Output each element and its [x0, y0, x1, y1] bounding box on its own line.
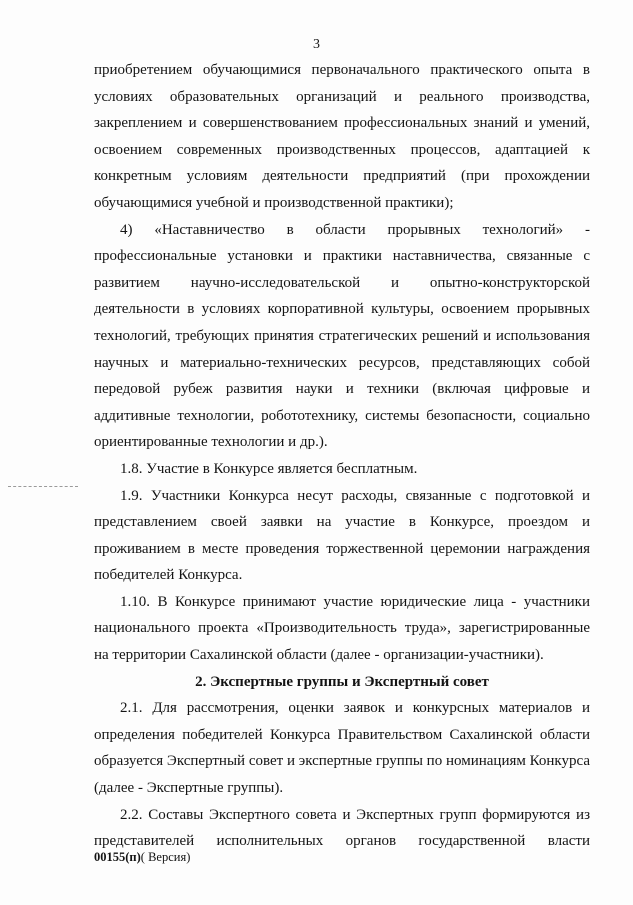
paragraph-1-9: 1.9. Участники Конкурса несут расходы, связанные с подготовкой и представлением своей заявки на участие в Конкурсе, проездом и проживанием в месте проведения торжественной церемонии награждения победителей Конкурса.: [94, 487, 590, 584]
page-number: 3: [313, 37, 320, 52]
document-version: ( Версия): [140, 850, 191, 864]
paragraph-1-8: 1.8. Участие в Конкурсе является бесплатным.: [120, 460, 418, 477]
paragraph-2-1: 2.1. Для рассмотрения, оценки заявок и конкурсных материалов и определения победителей Конкурса Правительством Сахалинской области образуется Экспертный совет и экспертные группы по номинациям Конкурса (далее - Экспертные группы).: [94, 700, 590, 797]
paragraph-continuation: приобретением обучающимися первоначального практического опыта в условиях образовательных организаций и реального производства, закреплением и совершенствованием профессиональных знаний и умений, освоением современных производственных процессов, адаптацией к конкретным условиям деятельности предприятий (при прохождении обучающимися учебной и производственной практики);: [94, 62, 590, 211]
paragraph-item-4: 4) «Наставничество в области прорывных технологий» - профессиональные установки и практики наставничества, связанные с развитием научно-исследовательской и опытно-конструкторской деятельности в условиях корпоративной культуры, освоением прорывных технологий, требующих принятия стратегических решений и использования научных и материально-технических ресурсов, представляющих собой передовой рубеж развития науки и техники (включая цифровые и аддитивные технологии, робототехнику, системы безопасности, социально ориентированные технологии и др.).: [94, 221, 590, 451]
document-footer: [94, 849, 190, 865]
document-code: 00155(п): [94, 850, 141, 864]
section-heading: 2. Экспертные группы и Экспертный совет: [195, 673, 489, 690]
document-body: [94, 57, 590, 855]
paragraph-1-10: 1.10. В Конкурсе принимают участие юридические лица - участники национального проекта «Производительность труда», зарегистрированные на территории Сахалинской области (далее - организации-участники).: [94, 593, 590, 664]
scan-artifact-mark: [8, 486, 78, 489]
paragraph-2-2: 2.2. Составы Экспертного совета и Экспертных групп формируются из представителей исполнительных органов государственной власти: [94, 806, 590, 850]
